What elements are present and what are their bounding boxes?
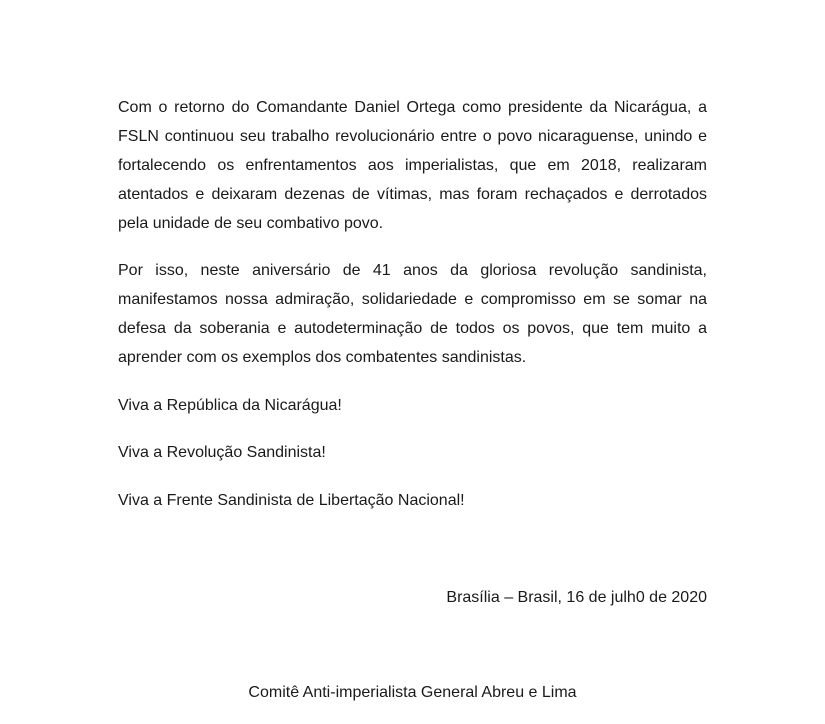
signature-committee: Comitê Anti-imperialista General Abreu e Lima xyxy=(248,684,577,701)
place-and-date: Brasília – Brasil, 16 de julh0 de 2020 xyxy=(446,589,707,606)
body-paragraph-ortega-return: Com o retorno do Comandante Daniel Ortega como presidente da Nicarágua, a FSLN continuou seu trabalho revolucionário entre o povo nicaraguense, unindo e fortalecendo os enfrentamentos aos imperialistas, que em 2018, realizaram atentados e deixaram dezenas de vítimas, mas foram rechaçados e derrotados pela unidade de seu combativo povo. xyxy=(118,99,707,232)
cheer-republic: Viva a República da Nicarágua! xyxy=(118,397,342,414)
cheer-front: Viva a Frente Sandinista de Libertação Nacional! xyxy=(118,492,465,509)
body-paragraph-anniversary: Por isso, neste aniversário de 41 anos da gloriosa revolução sandinista, manifestamos nossa admiração, solidariedade e compromisso em se somar na defesa da soberania e autodeterminação de todos os povos, que tem muito a aprender com os exemplos dos combatentes sandinistas. xyxy=(118,262,707,366)
cheer-revolution: Viva a Revolução Sandinista! xyxy=(118,444,326,461)
